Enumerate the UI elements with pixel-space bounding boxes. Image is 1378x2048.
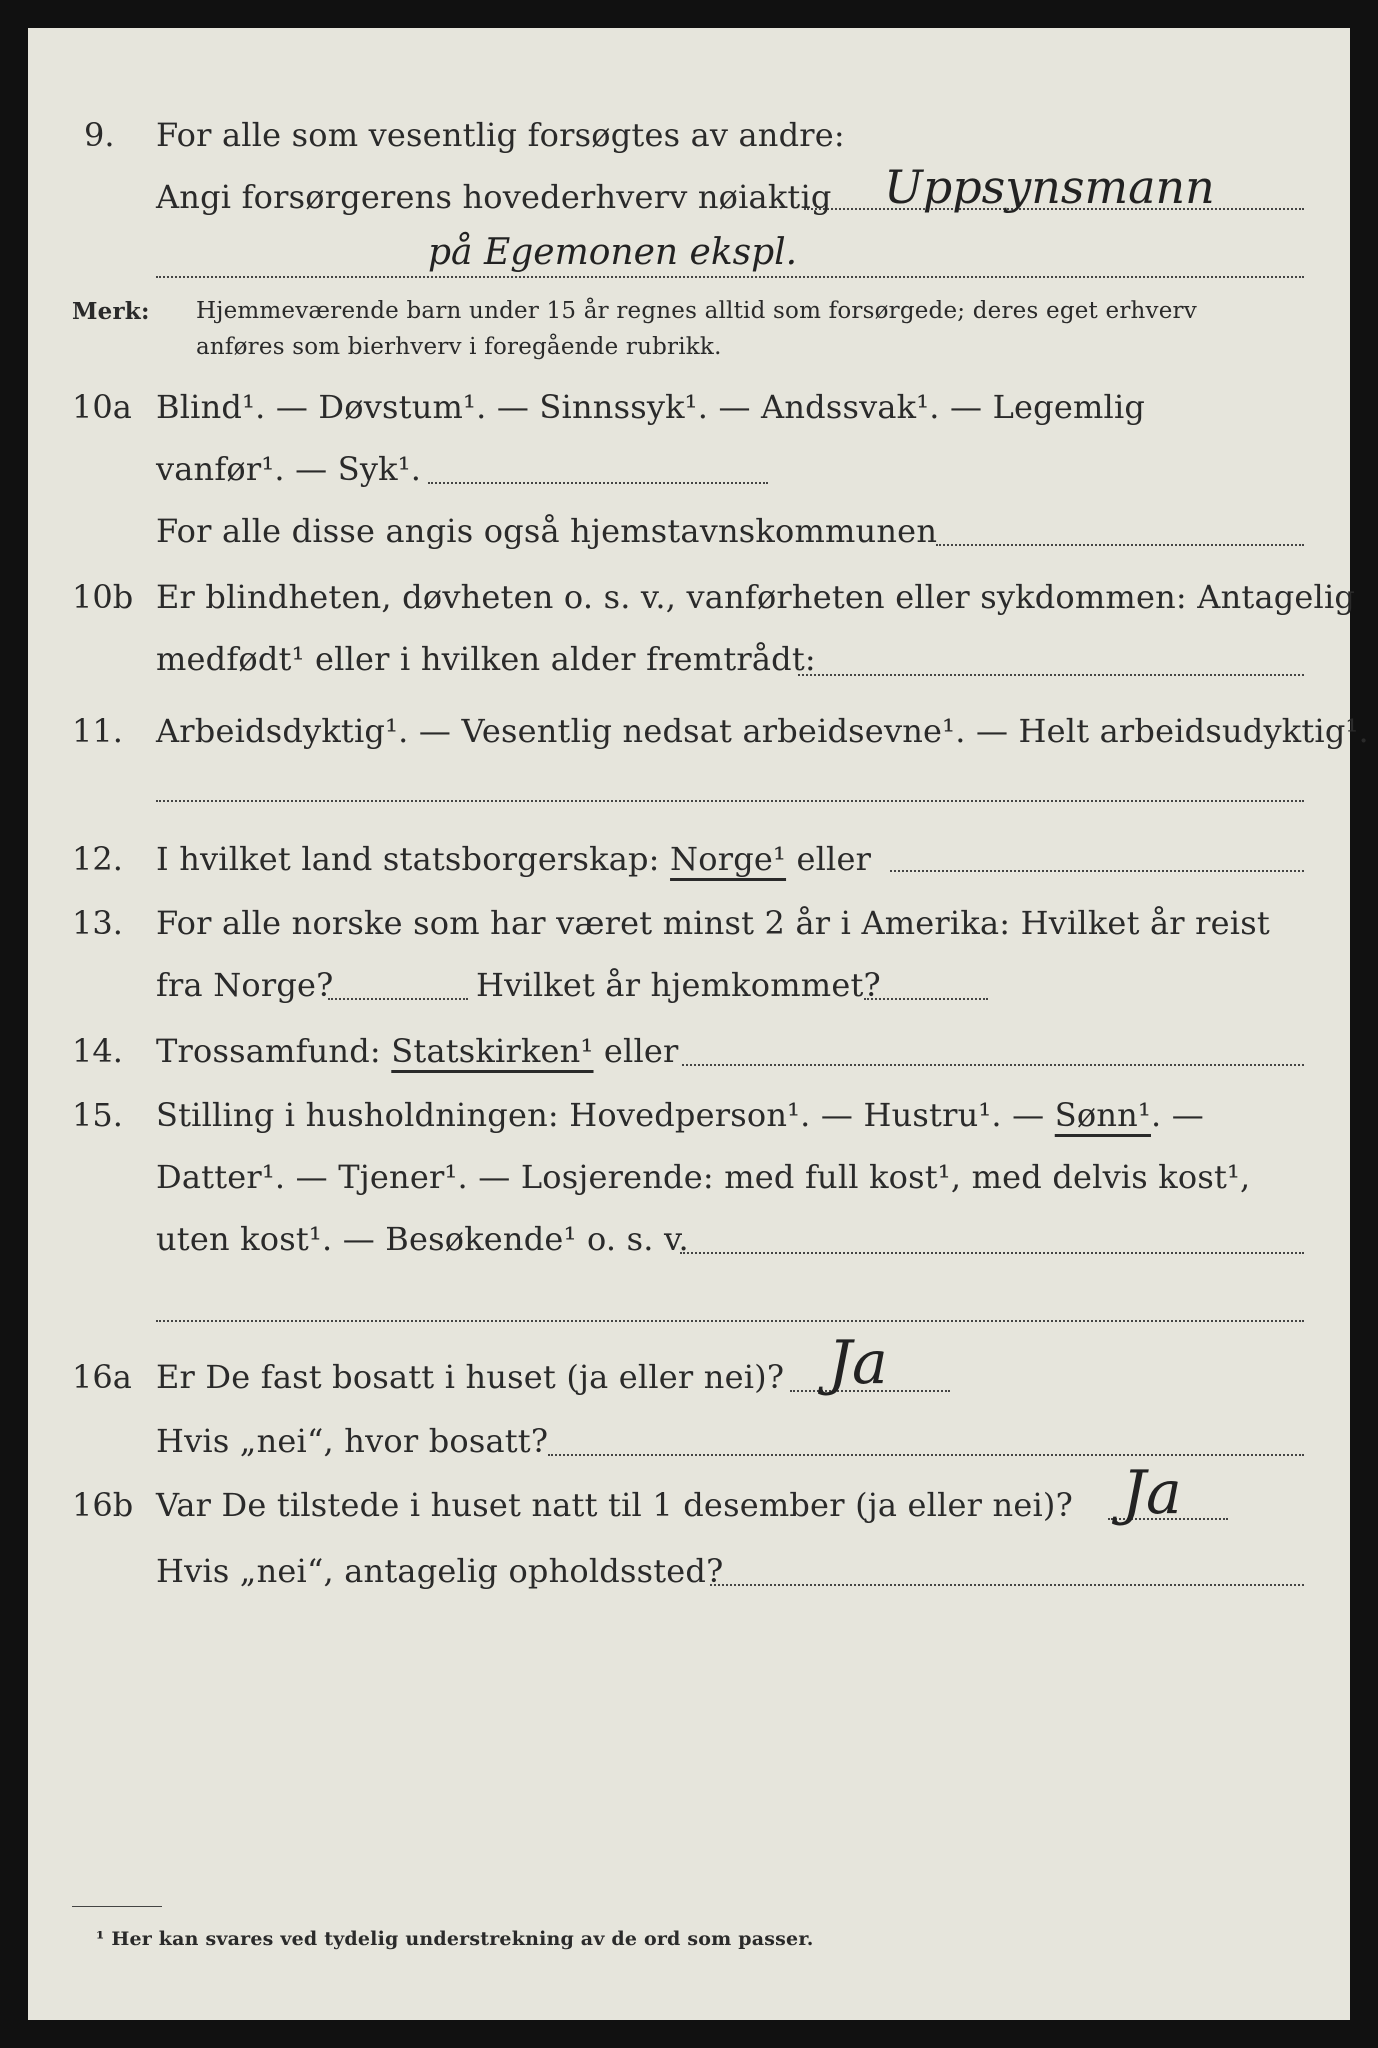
q9-handwritten-answer2: på Egemonen ekspl. bbox=[428, 232, 798, 273]
q13-line1: For alle norske som har været minst 2 år i Amerika: Hvilket år reist bbox=[156, 904, 1270, 942]
q15-answer-line2 bbox=[156, 1320, 1304, 1322]
q16b-opholdssted-line bbox=[710, 1584, 1304, 1586]
footnote-text: ¹ Her kan svares ved tydelig understrekning av de ord som passer. bbox=[96, 1928, 814, 1950]
q16a-line2: Hvis „nei“, hvor bosatt? bbox=[156, 1422, 549, 1460]
q12-label bbox=[156, 840, 871, 878]
merk-label: Merk: bbox=[72, 298, 150, 325]
q13-line2a: fra Norge? bbox=[156, 966, 334, 1004]
q15-line1a: Stilling i husholdningen: Hovedperson¹. — Hustru¹. — bbox=[156, 1096, 1045, 1134]
q14-label bbox=[156, 1032, 679, 1070]
q14-pre: Trossamfund: bbox=[156, 1032, 381, 1070]
q10a-syk-line bbox=[428, 482, 768, 484]
q10a-number: 10a bbox=[72, 388, 132, 426]
q12-choice-norge: Norge¹ bbox=[670, 840, 787, 878]
q16a-handwritten-answer: Ja bbox=[828, 1328, 888, 1398]
q10b-number: 10b bbox=[72, 578, 134, 616]
q12-pre: I hvilket land statsborgerskap: bbox=[156, 840, 660, 878]
q11-answer-line bbox=[156, 800, 1304, 802]
q13-line2b: Hvilket år hjemkommet? bbox=[476, 966, 881, 1004]
q13-hjemkommet-line bbox=[864, 998, 988, 1000]
q15-choice-sonn: Sønn¹ bbox=[1054, 1096, 1151, 1134]
q14-answer-line bbox=[682, 1064, 1304, 1066]
q9-number: 9. bbox=[84, 116, 115, 154]
q16b-line1: Var De tilstede i huset natt til 1 desember (ja eller nei)? bbox=[156, 1486, 1073, 1524]
q12-post: eller bbox=[796, 840, 872, 878]
q9-line2: Angi forsørgerens hovederhverv nøiaktig bbox=[156, 178, 832, 216]
q16a-bosatt-line bbox=[548, 1454, 1304, 1456]
q15-line2: Datter¹. — Tjener¹. — Losjerende: med full kost¹, med delvis kost¹, bbox=[156, 1158, 1251, 1196]
q15-line1 bbox=[156, 1096, 1204, 1134]
footnote-rule bbox=[72, 1906, 162, 1907]
q15-line1c: . — bbox=[1150, 1096, 1204, 1134]
q10b-line2: medfødt¹ eller i hvilken alder fremtrådt: bbox=[156, 640, 816, 678]
q10a-hjemstavn-line bbox=[936, 544, 1304, 546]
q10a-line3: For alle disse angis også hjemstavnskommunen bbox=[156, 512, 938, 550]
q13-reist-line bbox=[328, 998, 468, 1000]
q16b-number: 16b bbox=[72, 1486, 134, 1524]
q13-number: 13. bbox=[72, 904, 123, 942]
q9-answer-line2 bbox=[156, 276, 1304, 278]
q15-line3: uten kost¹. — Besøkende¹ o. s. v. bbox=[156, 1220, 689, 1258]
q16b-handwritten-answer: Ja bbox=[1122, 1458, 1182, 1528]
q15-answer-line1 bbox=[680, 1252, 1304, 1254]
q10a-line1: Blind¹. — Døvstum¹. — Sinnssyk¹. — Andssvak¹. — Legemlig bbox=[156, 388, 1146, 426]
q9-line1: For alle som vesentlig forsøgtes av andre: bbox=[156, 116, 845, 154]
census-form-page bbox=[28, 28, 1369, 2020]
q10a-line2: vanfør¹. — Syk¹. bbox=[156, 450, 422, 488]
q10b-line1: Er blindheten, døvheten o. s. v., vanførheten eller sykdommen: Antagelig bbox=[156, 578, 1356, 616]
merk-line2: anføres som bierhverv i foregående rubrikk. bbox=[196, 334, 722, 360]
q10b-answer-line bbox=[798, 674, 1304, 676]
q14-post: eller bbox=[603, 1032, 679, 1070]
q16a-line1: Er De fast bosatt i huset (ja eller nei)? bbox=[156, 1358, 785, 1396]
q11-number: 11. bbox=[72, 712, 123, 750]
q14-choice-statskirken: Statskirken¹ bbox=[391, 1032, 594, 1070]
q14-number: 14. bbox=[72, 1032, 123, 1070]
q16a-number: 16a bbox=[72, 1358, 132, 1396]
q15-number: 15. bbox=[72, 1096, 123, 1134]
q9-handwritten-answer1: Uppsynsmann bbox=[884, 160, 1215, 214]
q16b-line2: Hvis „nei“, antagelig opholdssted? bbox=[156, 1552, 724, 1590]
q11-line1: Arbeidsdyktig¹. — Vesentlig nedsat arbeidsevne¹. — Helt arbeidsudyktig¹. bbox=[156, 712, 1369, 750]
q12-answer-line bbox=[890, 870, 1304, 872]
q12-number: 12. bbox=[72, 840, 123, 878]
merk-line1: Hjemmeværende barn under 15 år regnes alltid som forsørgede; deres eget erhverv bbox=[196, 298, 1197, 324]
